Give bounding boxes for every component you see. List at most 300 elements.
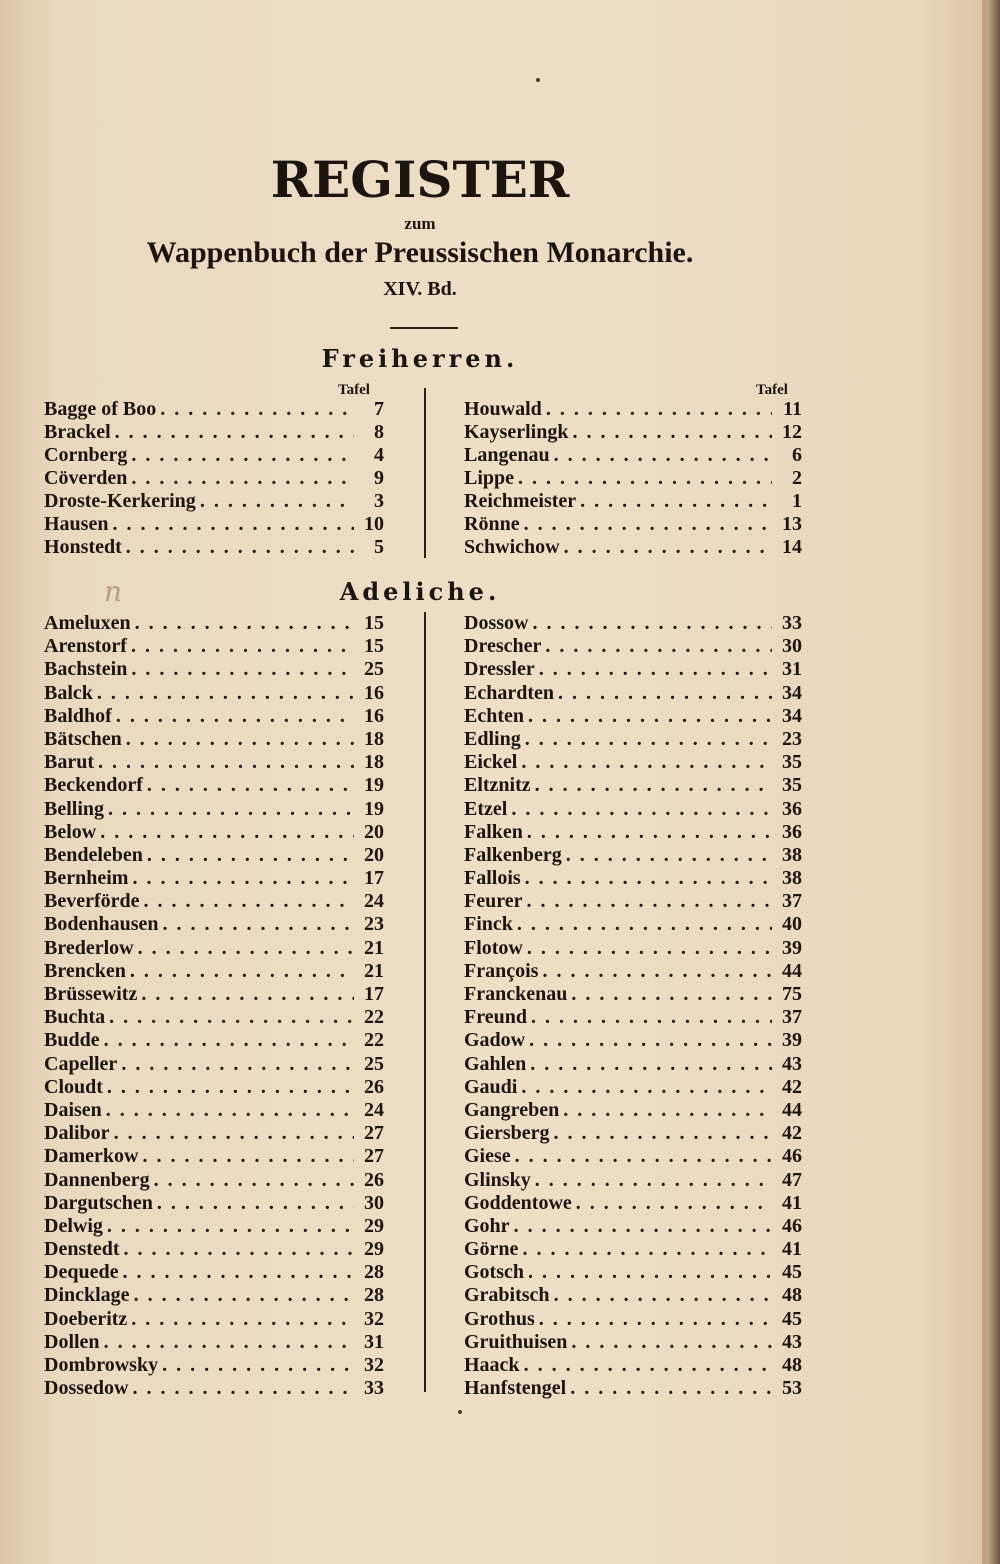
register-entry (464, 1029, 802, 1052)
register-entry (44, 444, 384, 467)
section-heading-adeliche: Adeliche. (339, 577, 501, 606)
register-entry (464, 1145, 802, 1168)
entry-name: Daisen (44, 1098, 102, 1121)
leader-dots (107, 1215, 354, 1238)
entry-name: Dressler (464, 658, 535, 681)
leader-dots (530, 1053, 772, 1076)
entry-tafel-number: 45 (782, 1307, 802, 1330)
register-entry (464, 983, 802, 1006)
register-entry (44, 844, 384, 867)
entry-name: Dollen (44, 1330, 100, 1353)
entry-tafel-number: 75 (782, 983, 802, 1005)
entry-name: Reichmeister (464, 490, 577, 512)
register-entry (464, 444, 802, 467)
entry-name: François (464, 959, 539, 982)
leader-dots (576, 1192, 772, 1215)
entry-name: Dossow (464, 612, 529, 634)
register-entry (44, 467, 384, 490)
entry-name: Honstedt (44, 536, 122, 558)
entry-tafel-number: 23 (782, 727, 802, 750)
register-entry (44, 635, 384, 658)
entry-name: Bachstein (44, 658, 128, 681)
entry-tafel-number: 21 (364, 936, 384, 959)
entry-tafel-number: 30 (782, 635, 802, 658)
leader-dots (532, 612, 772, 635)
entry-name: Fallois (464, 867, 521, 890)
page-title: REGISTER (270, 150, 570, 209)
entry-name: Falkenberg (464, 843, 562, 866)
entry-tafel-number: 15 (364, 612, 384, 634)
register-entry (44, 1145, 384, 1168)
leader-dots (135, 612, 354, 635)
register-entry (44, 421, 384, 444)
entry-name: Langenau (464, 444, 550, 466)
register-entry (44, 1354, 384, 1377)
entry-tafel-number: 33 (364, 1377, 384, 1400)
leader-dots (521, 1076, 772, 1099)
register-entry (464, 1354, 802, 1377)
entry-tafel-number: 24 (364, 890, 384, 913)
entry-tafel-number: 43 (782, 1052, 802, 1075)
entry-name: Brencken (44, 959, 126, 982)
leader-dots (564, 536, 772, 559)
entry-tafel-number: 48 (782, 1284, 802, 1307)
entry-tafel-number: 24 (364, 1098, 384, 1121)
register-entry (464, 467, 802, 490)
entry-tafel-number: 26 (364, 1075, 384, 1098)
entry-name: Bätschen (44, 727, 122, 750)
register-entry (44, 937, 384, 960)
entry-name: Giese (464, 1145, 511, 1168)
leader-dots (200, 490, 354, 513)
entry-name: Baldhof (44, 704, 112, 727)
register-entry (464, 913, 802, 936)
register-entry (464, 1099, 802, 1122)
entry-tafel-number: 26 (364, 1168, 384, 1191)
register-entry (464, 612, 802, 635)
entry-tafel-number: 23 (364, 913, 384, 936)
leader-dots (98, 751, 354, 774)
register-entry (464, 658, 802, 681)
entry-tafel-number: 31 (364, 1330, 384, 1353)
leader-dots (522, 1238, 772, 1261)
entry-name: Dargutschen (44, 1191, 153, 1214)
register-entry (464, 774, 802, 797)
entry-name: Hanfstengel (464, 1377, 567, 1400)
entry-name: Gohr (464, 1214, 510, 1237)
entry-name: Dombrowsky (44, 1354, 159, 1376)
page-subtitle: Wappenbuch der Preussischen Monarchie. (146, 236, 694, 269)
freiherren-left-column (44, 398, 384, 559)
register-entry (44, 1006, 384, 1029)
entry-tafel-number: 19 (364, 774, 384, 797)
leader-dots (131, 1308, 354, 1331)
entry-tafel-number: 32 (364, 1307, 384, 1330)
leader-dots (535, 1169, 772, 1192)
entry-name: Eltznitz (464, 774, 531, 797)
leader-dots (163, 913, 355, 936)
entry-tafel-number: 16 (364, 704, 384, 727)
entry-tafel-number: 46 (782, 1214, 802, 1237)
entry-tafel-number: 18 (364, 751, 384, 774)
entry-name: Flotow (464, 936, 523, 959)
leader-dots (131, 635, 354, 658)
entry-name: Brüssewitz (44, 983, 138, 1005)
leader-dots (517, 913, 772, 936)
entry-name: Buchta (44, 1006, 106, 1029)
entry-tafel-number: 10 (364, 513, 384, 535)
register-entry (44, 821, 384, 844)
entry-name: Budde (44, 1029, 100, 1052)
entry-name: Beverförde (44, 890, 140, 913)
entry-name: Barut (44, 751, 94, 774)
leader-dots (126, 536, 354, 559)
entry-tafel-number: 43 (782, 1330, 802, 1353)
register-entry (44, 751, 384, 774)
leader-dots (525, 728, 772, 751)
leader-dots (545, 635, 772, 658)
leader-dots (157, 1192, 354, 1215)
register-entry (464, 821, 802, 844)
entry-name: Denstedt (44, 1238, 120, 1261)
leader-dots (524, 513, 772, 536)
leader-dots (539, 658, 772, 681)
adeliche-left-column (44, 612, 384, 1400)
entry-tafel-number: 34 (782, 681, 802, 704)
entry-name: Drescher (464, 635, 542, 658)
page-edge (986, 0, 1000, 1564)
register-entry (44, 513, 384, 536)
register-entry (44, 682, 384, 705)
entry-tafel-number: 29 (364, 1214, 384, 1237)
title-rule (390, 327, 458, 329)
entry-tafel-number: 34 (782, 704, 802, 727)
register-entry (464, 421, 802, 444)
leader-dots (527, 821, 772, 844)
entry-name: Dalibor (44, 1122, 110, 1145)
leader-dots (162, 1354, 354, 1377)
entry-tafel-number: 11 (783, 398, 802, 420)
entry-name: Cornberg (44, 444, 128, 466)
register-entry (464, 705, 802, 728)
register-entry (44, 867, 384, 890)
entry-name: Brederlow (44, 936, 134, 959)
leader-dots (100, 821, 354, 844)
register-entry (44, 1308, 384, 1331)
register-entry (464, 1238, 802, 1261)
register-entry (464, 844, 802, 867)
entry-name: Falken (464, 820, 523, 843)
entry-tafel-number: 33 (782, 612, 802, 634)
register-entry (44, 1261, 384, 1284)
register-entry (44, 1053, 384, 1076)
register-entry (464, 682, 802, 705)
leader-dots (124, 1238, 354, 1261)
entry-name: Bodenhausen (44, 913, 159, 936)
leader-dots (518, 467, 772, 490)
entry-tafel-number: 28 (364, 1261, 384, 1284)
register-entry (44, 705, 384, 728)
leader-dots (115, 421, 354, 444)
entry-name: Echardten (464, 681, 554, 704)
entry-tafel-number: 31 (782, 658, 802, 681)
entry-tafel-number: 47 (782, 1168, 802, 1191)
entry-name: Cöverden (44, 467, 128, 489)
entry-tafel-number: 41 (782, 1238, 802, 1261)
register-entry (464, 751, 802, 774)
register-entry (44, 1169, 384, 1192)
register-entry (44, 728, 384, 751)
register-entry (464, 1261, 802, 1284)
tafel-label-left: Tafel (338, 382, 370, 398)
leader-dots (131, 467, 354, 490)
leader-dots (160, 398, 354, 421)
register-entry (44, 1238, 384, 1261)
register-entry (464, 1215, 802, 1238)
register-entry (464, 1308, 802, 1331)
entry-tafel-number: 1 (792, 490, 802, 512)
register-entry (44, 1099, 384, 1122)
leader-dots (126, 728, 354, 751)
register-entry (464, 890, 802, 913)
register-entry (44, 1122, 384, 1145)
leader-dots (527, 890, 773, 913)
leader-dots (138, 937, 354, 960)
leader-dots (154, 1169, 354, 1192)
entry-name: Finck (464, 913, 513, 936)
leader-dots (131, 658, 354, 681)
leader-dots (566, 844, 772, 867)
leader-dots (104, 1331, 354, 1354)
leader-dots (106, 1099, 354, 1122)
leader-dots (142, 1145, 354, 1168)
entry-name: Below (44, 820, 97, 843)
register-entry (464, 635, 802, 658)
entry-tafel-number: 35 (782, 751, 802, 774)
register-entry (44, 890, 384, 913)
register-entry (44, 490, 384, 513)
entry-tafel-number: 22 (364, 1029, 384, 1052)
entry-tafel-number: 36 (782, 797, 802, 820)
entry-tafel-number: 5 (374, 536, 384, 558)
entry-name: Etzel (464, 797, 508, 820)
entry-name: Bendeleben (44, 843, 143, 866)
entry-tafel-number: 28 (364, 1284, 384, 1307)
entry-tafel-number: 7 (374, 398, 384, 420)
register-entry (44, 1215, 384, 1238)
leader-dots (511, 798, 772, 821)
leader-dots (571, 983, 772, 1006)
leader-dots (554, 1122, 772, 1145)
entry-tafel-number: 38 (782, 867, 802, 890)
pencil-margin-note: n (104, 575, 123, 608)
entry-name: Schwichow (464, 536, 560, 558)
entry-tafel-number: 27 (364, 1145, 384, 1168)
entry-name: Cloudt (44, 1075, 103, 1098)
register-entry (464, 1122, 802, 1145)
column-divider (424, 612, 426, 1392)
entry-name: Echten (464, 704, 524, 727)
entry-tafel-number: 17 (364, 983, 384, 1005)
register-entry (464, 1053, 802, 1076)
entry-tafel-number: 42 (782, 1122, 802, 1145)
entry-name: Delwig (44, 1214, 103, 1237)
entry-tafel-number: 32 (364, 1354, 384, 1376)
entry-tafel-number: 20 (364, 820, 384, 843)
register-entry (464, 1076, 802, 1099)
leader-dots (121, 1053, 354, 1076)
register-entry (44, 612, 384, 635)
leader-dots (134, 1284, 354, 1307)
register-entry (44, 774, 384, 797)
entry-tafel-number: 3 (374, 490, 384, 512)
entry-tafel-number: 37 (782, 890, 802, 913)
register-entry (464, 1377, 802, 1400)
leader-dots (108, 798, 354, 821)
register-entry (464, 867, 802, 890)
entry-tafel-number: 18 (364, 727, 384, 750)
leader-dots (539, 1308, 772, 1331)
entry-name: Doeberitz (44, 1307, 128, 1330)
register-entry (44, 1284, 384, 1307)
entry-name: Capeller (44, 1052, 118, 1075)
entry-name: Houwald (464, 398, 542, 420)
entry-tafel-number: 8 (374, 421, 384, 443)
register-entry (44, 536, 384, 559)
entry-tafel-number: 21 (364, 959, 384, 982)
print-speck (458, 1410, 462, 1414)
entry-tafel-number: 41 (782, 1191, 802, 1214)
leader-dots (141, 983, 354, 1006)
leader-dots (546, 398, 772, 421)
register-entry (464, 960, 802, 983)
entry-name: Glinsky (464, 1168, 531, 1191)
leader-dots (109, 1006, 354, 1029)
entry-name: Lippe (464, 467, 515, 489)
entry-name: Giersberg (464, 1122, 550, 1145)
leader-dots (571, 1331, 772, 1354)
entry-name: Grothus (464, 1307, 535, 1330)
volume-label: XIV. Bd. (383, 278, 457, 300)
leader-dots (529, 1029, 772, 1052)
leader-dots (147, 774, 354, 797)
entry-tafel-number: 15 (364, 635, 384, 658)
register-entry (44, 983, 384, 1006)
leader-dots (132, 1377, 354, 1400)
entry-name: Goddentowe (464, 1191, 572, 1214)
leader-dots (97, 682, 354, 705)
leader-dots (112, 513, 354, 536)
entry-tafel-number: 48 (782, 1354, 802, 1376)
entry-name: Haack (464, 1354, 520, 1376)
register-entry (464, 1169, 802, 1192)
entry-name: Edling (464, 727, 521, 750)
leader-dots (570, 1377, 772, 1400)
leader-dots (114, 1122, 354, 1145)
leader-dots (554, 1284, 772, 1307)
entry-tafel-number: 17 (364, 867, 384, 890)
entry-tafel-number: 12 (782, 421, 802, 443)
entry-tafel-number: 53 (782, 1377, 802, 1400)
entry-name: Balck (44, 681, 93, 704)
entry-tafel-number: 38 (782, 843, 802, 866)
leader-dots (525, 867, 772, 890)
entry-tafel-number: 30 (364, 1191, 384, 1214)
entry-name: Beckendorf (44, 774, 143, 797)
tafel-label-right: Tafel (756, 382, 788, 398)
title-connector: zum (404, 214, 436, 233)
entry-tafel-number: 4 (374, 444, 384, 466)
entry-name: Feurer (464, 890, 523, 913)
entry-tafel-number: 45 (782, 1261, 802, 1284)
leader-dots (515, 1145, 772, 1168)
register-entry (464, 536, 802, 559)
entry-name: Hausen (44, 513, 109, 535)
leader-dots (535, 774, 772, 797)
register-entry (44, 1331, 384, 1354)
leader-dots (107, 1076, 354, 1099)
entry-name: Arenstorf (44, 635, 127, 658)
column-divider (424, 388, 426, 558)
leader-dots (558, 682, 772, 705)
entry-name: Gotsch (464, 1261, 524, 1284)
entry-name: Gruithuisen (464, 1330, 568, 1353)
entry-name: Freund (464, 1006, 527, 1029)
entry-name: Gahlen (464, 1052, 527, 1075)
register-entry (44, 398, 384, 421)
leader-dots (531, 1006, 772, 1029)
entry-tafel-number: 9 (374, 467, 384, 489)
leader-dots (104, 1029, 354, 1052)
entry-tafel-number: 19 (364, 797, 384, 820)
entry-tafel-number: 13 (782, 513, 802, 535)
leader-dots (131, 444, 354, 467)
entry-name: Bagge of Boo (44, 398, 157, 420)
entry-name: Grabitsch (464, 1284, 550, 1307)
leader-dots (528, 705, 772, 728)
leader-dots (116, 705, 354, 728)
entry-tafel-number: 25 (364, 1052, 384, 1075)
entry-name: Görne (464, 1238, 519, 1261)
entry-name: Gangreben (464, 1098, 560, 1121)
entry-tafel-number: 37 (782, 1006, 802, 1029)
leader-dots (572, 421, 772, 444)
leader-dots (521, 751, 772, 774)
entry-name: Dincklage (44, 1284, 130, 1307)
entry-tafel-number: 40 (782, 913, 802, 936)
entry-tafel-number: 46 (782, 1145, 802, 1168)
entry-tafel-number: 36 (782, 820, 802, 843)
register-entry (464, 728, 802, 751)
entry-name: Gaudi (464, 1075, 518, 1098)
entry-tafel-number: 25 (364, 658, 384, 681)
section-heading-freiherren: Freiherren. (321, 344, 519, 373)
leader-dots (514, 1215, 772, 1238)
entry-name: Kayserlingk (464, 421, 569, 443)
entry-name: Dequede (44, 1261, 119, 1284)
leader-dots (542, 960, 772, 983)
register-entry (464, 1331, 802, 1354)
entry-tafel-number: 29 (364, 1238, 384, 1261)
register-entry (44, 1076, 384, 1099)
leader-dots (144, 890, 354, 913)
entry-tafel-number: 22 (364, 1006, 384, 1029)
entry-name: Eickel (464, 751, 518, 774)
entry-name: Belling (44, 797, 105, 820)
entry-name: Dannenberg (44, 1168, 150, 1191)
register-entry (464, 798, 802, 821)
entry-tafel-number: 16 (364, 681, 384, 704)
